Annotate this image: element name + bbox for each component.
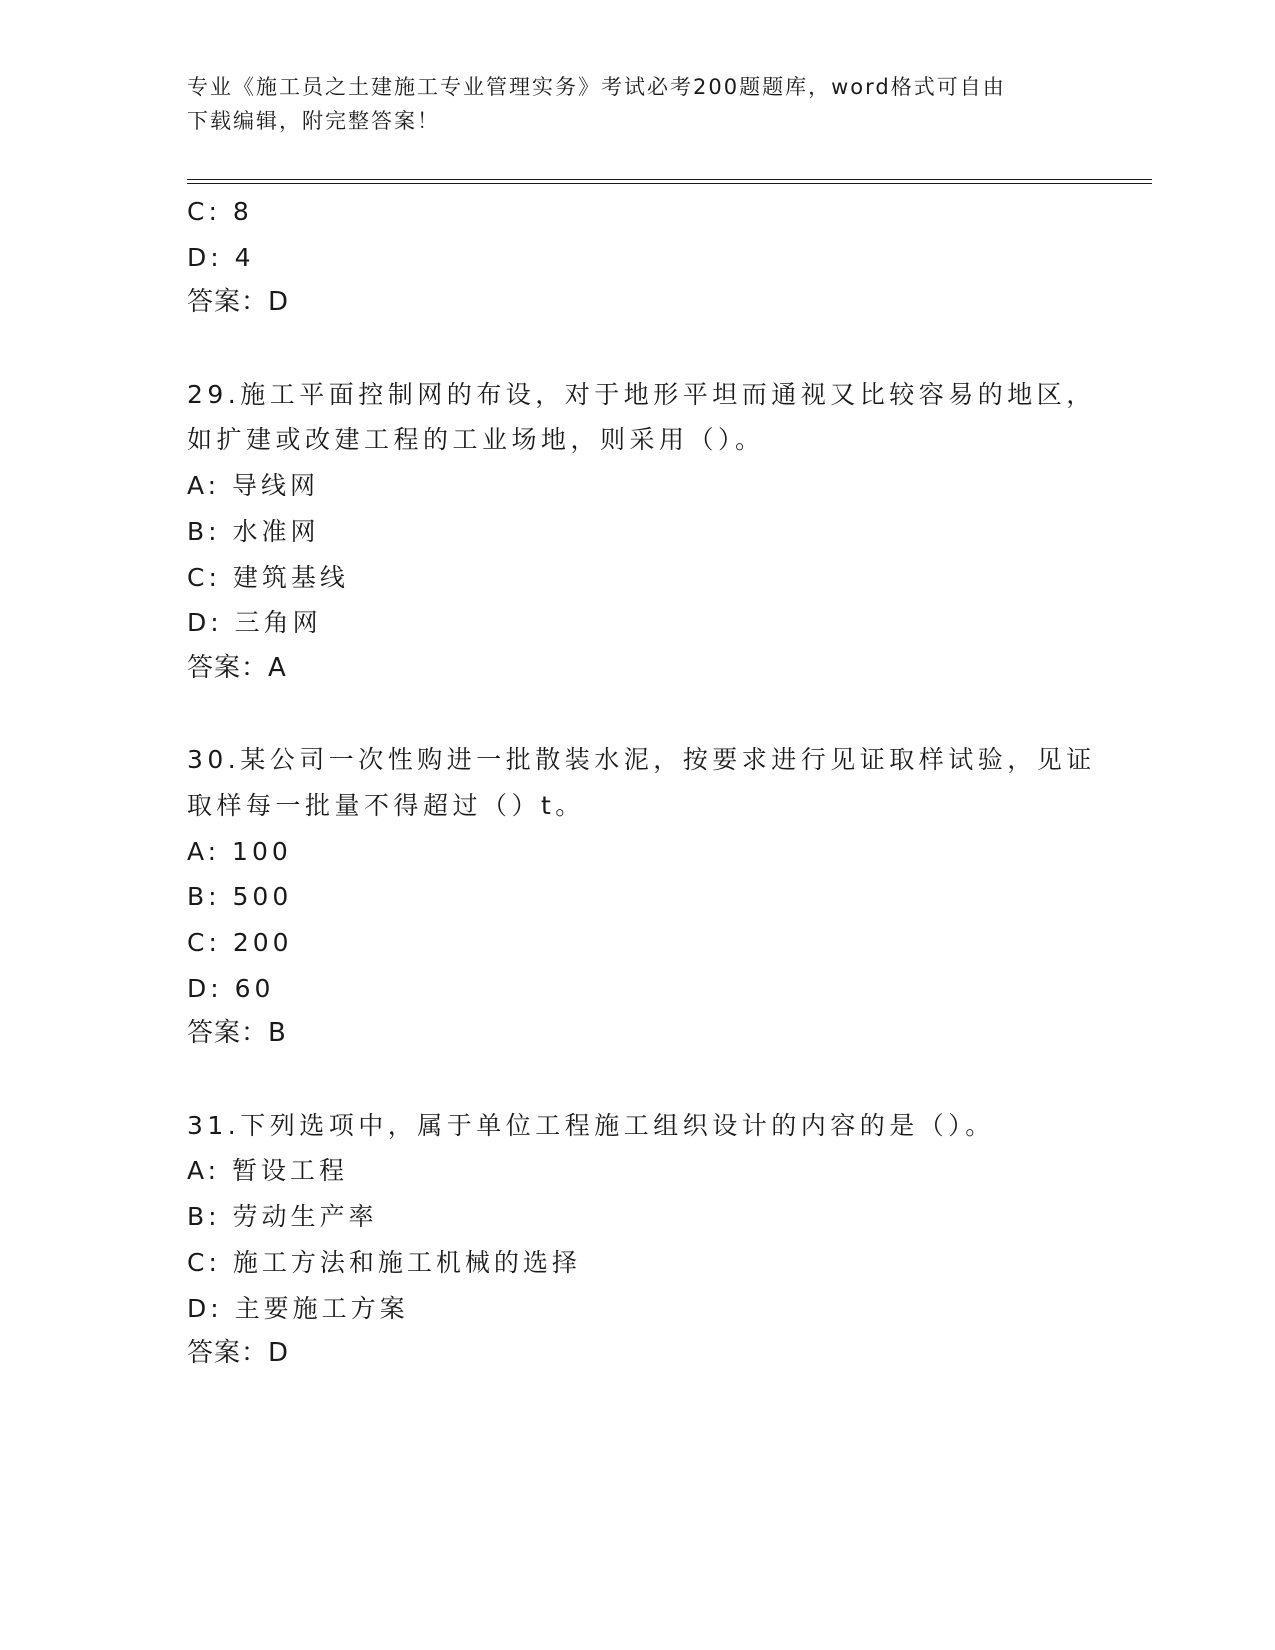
spacer <box>187 692 1087 738</box>
question-stem-line: 取样每一批量不得超过（）t。 <box>187 790 585 820</box>
option-c: C: 200 <box>187 928 293 957</box>
question-30 <box>187 737 1096 1057</box>
question-29 <box>187 372 1096 692</box>
option-d: D: 三角网 <box>187 608 322 638</box>
header-divider-bottom <box>187 183 1152 184</box>
option-c: C: 施工方法和施工机械的选择 <box>187 1247 581 1277</box>
option-d: D: 主要施工方案 <box>187 1293 409 1323</box>
document-header <box>187 70 1067 138</box>
header-title-line-2: 下载编辑，附完整答案！ <box>187 109 440 133</box>
option-a: A: 暂设工程 <box>187 1156 349 1186</box>
answer: 答案：D <box>187 287 290 318</box>
question-31 <box>187 1103 1087 1377</box>
option-d: D: 4 <box>187 242 255 272</box>
option-b: B: 水准网 <box>187 516 320 546</box>
answer: 答案：B <box>187 1018 287 1049</box>
option-b: B: 劳动生产率 <box>187 1202 378 1232</box>
option-a: A: 导线网 <box>187 471 320 501</box>
header-divider-top <box>187 179 1152 180</box>
answer: 答案：A <box>187 652 287 683</box>
answer: 答案：D <box>187 1338 290 1369</box>
question-28-tail <box>187 189 1087 326</box>
option-b: B: 500 <box>187 882 293 912</box>
option-d: D: 60 <box>187 973 275 1003</box>
question-stem-line: 30.某公司一次性购进一批散装水泥，按要求进行见证取样试验，见证 <box>187 745 1096 775</box>
header-title-line-1: 专业《施工员之土建施工专业管理实务》考试必考200题题库，word格式可自由 <box>187 75 1006 99</box>
document-body <box>187 189 1096 1377</box>
option-a: A: 100 <box>187 836 292 866</box>
spacer <box>187 326 1087 372</box>
spacer <box>187 1057 1087 1103</box>
question-stem-line: 31.下列选项中，属于单位工程施工组织设计的内容的是（）。 <box>187 1110 995 1140</box>
question-stem-line: 如扩建或改建工程的工业场地，则采用（）。 <box>187 425 765 455</box>
option-c: C: 8 <box>187 197 253 226</box>
option-c: C: 建筑基线 <box>187 562 349 592</box>
question-stem-line: 29.施工平面控制网的布设，对于地形平坦而通视又比较容易的地区， <box>187 379 1096 409</box>
